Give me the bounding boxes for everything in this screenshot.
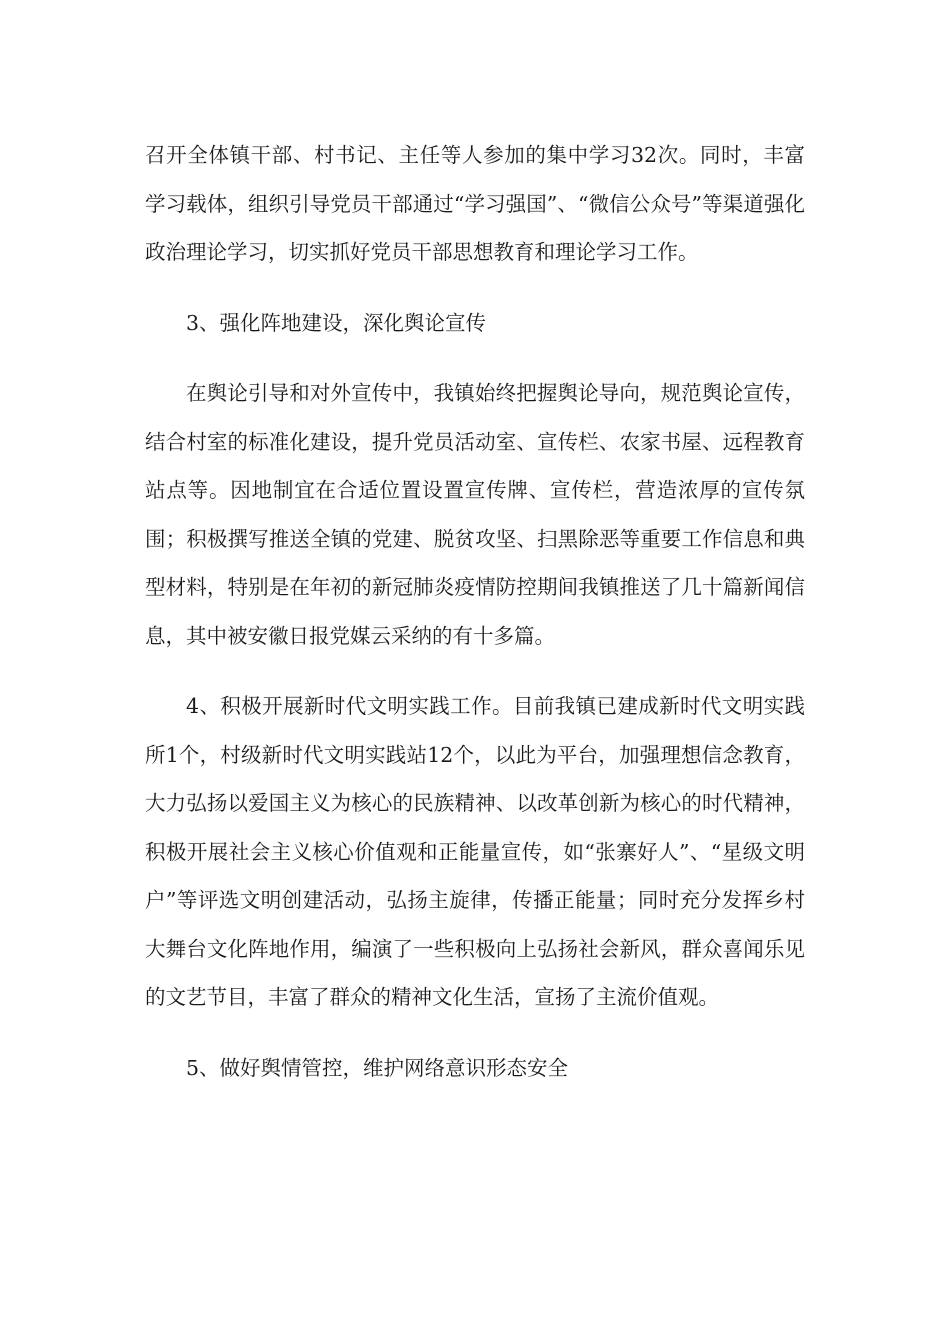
paragraph-public-opinion: 在舆论引导和对外宣传中，我镇始终把握舆论导向，规范舆论宣传，结合村室的标准化建设，提升党员活动室、宣传栏、农家书屋、远程教育站点等。因地制宜在合适位置设置宣传牌、宣传栏，营造浓厚的宣传氛围；积极撰写推送全镇的党建、脱贫攻坚、扫黑除恶等重要工作信息和典型材料，特别是在年初的新冠肺炎疫情防控期间我镇推送了几十篇新闻信息，其中被安徽日报党媒云采纳的有十多篇。 [145,381,805,648]
section-heading-5: 5、做好舆情管控，维护网络意识形态安全 [186,1055,569,1080]
paragraph-study-summary: 召开全体镇干部、村书记、主任等人参加的集中学习32次。同时，丰富学习载体，组织引导党员干部通过“学习强国”、“微信公众号”等渠道强化政治理论学习，切实抓好党员干部思想教育和理论学习工作。 [145,143,805,264]
section-heading-3: 3、强化阵地建设，深化舆论宣传 [186,310,487,335]
paragraph-civilization-practice: 4、积极开展新时代文明实践工作。目前我镇已建成新时代文明实践所1个，村级新时代文明实践站12个，以此为平台，加强理想信念教育，大力弘扬以爱国主义为核心的民族精神、以改革创新为核心的时代精神，积极开展社会主义核心价值观和正能量宣传，如“张寨好人”、“星级文明户”等评选文明创建活动，弘扬主旋律，传播正能量；同时充分发挥乡村大舞台文化阵地作用，编演了一些积极向上弘扬社会新风，群众喜闻乐见的文艺节目，丰富了群众的精神文化生活，宣扬了主流价值观。 [145,694,805,1009]
document-body [145,131,805,1092]
